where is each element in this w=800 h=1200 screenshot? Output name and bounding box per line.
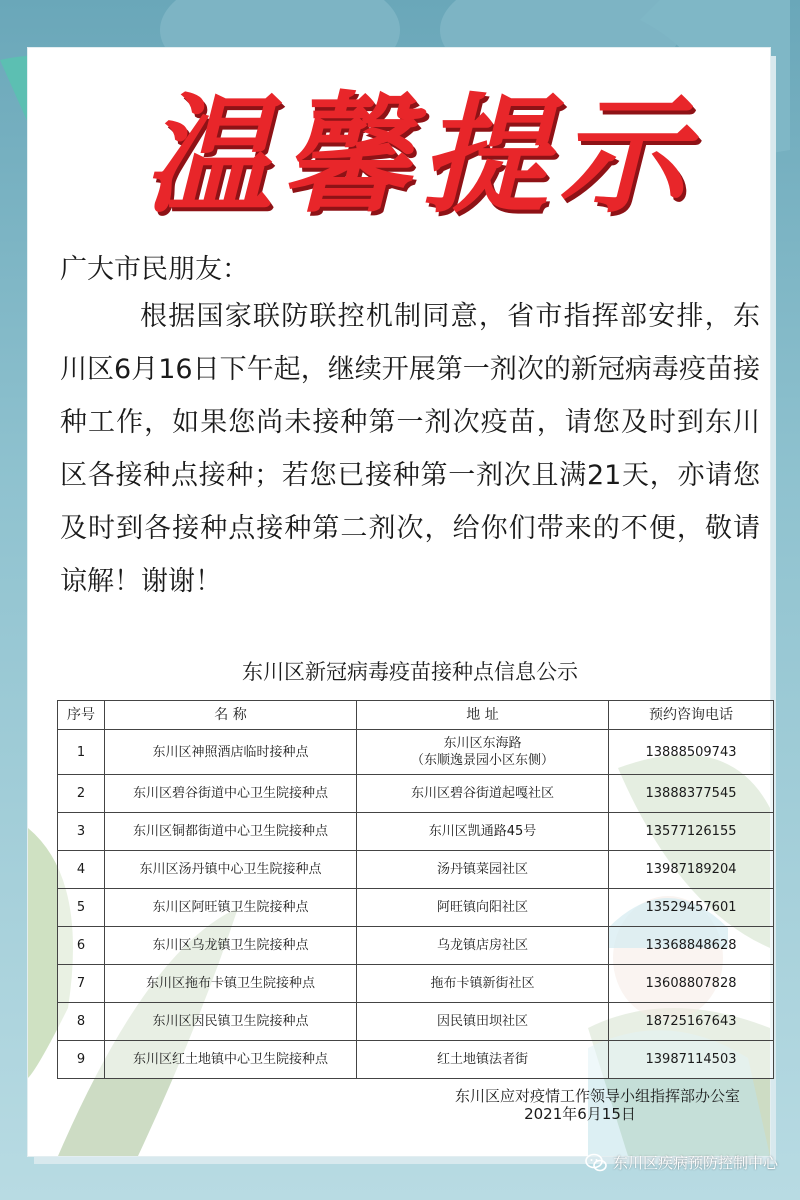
site-name: 东川区铜都街道中心卫生院接种点 (105, 813, 357, 851)
site-address: 拖布卡镇新街社区 (357, 965, 609, 1003)
site-name: 东川区红土地镇中心卫生院接种点 (105, 1041, 357, 1079)
site-phone: 13987114503 (609, 1041, 774, 1079)
table-row (58, 965, 774, 1003)
issuing-office: 东川区应对疫情工作领导小组指挥部办公室 (454, 1087, 740, 1105)
site-name: 东川区汤丹镇中心卫生院接种点 (105, 851, 357, 889)
site-address: 红土地镇法者街 (357, 1041, 609, 1079)
account-name: 东川区疾病预防控制中心 (612, 1154, 778, 1172)
row-number: 1 (58, 730, 105, 775)
header-name: 名 称 (105, 701, 357, 730)
row-number: 5 (58, 889, 105, 927)
site-address: 东川区碧谷街道起嘎社区 (357, 775, 609, 813)
page-title: 温馨提示 (143, 82, 696, 231)
greeting: 广大市民朋友： (60, 254, 249, 285)
table-row (58, 1003, 774, 1041)
account-watermark (585, 1152, 778, 1173)
site-name: 东川区阿旺镇卫生院接种点 (105, 889, 357, 927)
site-phone: 13368848628 (609, 927, 774, 965)
site-name: 东川区神照酒店临时接种点 (105, 730, 357, 775)
row-number: 2 (58, 775, 105, 813)
row-number: 6 (58, 927, 105, 965)
table-row (58, 813, 774, 851)
row-number: 7 (58, 965, 105, 1003)
table-row (58, 730, 774, 775)
table-row (58, 1041, 774, 1079)
site-address (357, 730, 609, 775)
site-phone: 18725167643 (609, 1003, 774, 1041)
site-address: 阿旺镇向阳社区 (357, 889, 609, 927)
row-number: 9 (58, 1041, 105, 1079)
table-header-row (58, 701, 774, 730)
site-phone: 13987189204 (609, 851, 774, 889)
row-number: 3 (58, 813, 105, 851)
table-row (58, 851, 774, 889)
site-phone: 13577126155 (609, 813, 774, 851)
header-phone: 预约咨询电话 (609, 701, 774, 730)
table-row (58, 927, 774, 965)
issue-date: 2021年6月15日 (524, 1105, 636, 1123)
site-address-line: 东川区东海路 (443, 736, 522, 751)
site-phone: 13608807828 (609, 965, 774, 1003)
site-address: 东川区凯通路45号 (357, 813, 609, 851)
row-number: 8 (58, 1003, 105, 1041)
site-address-note: （东顺逸景园小区东侧） (410, 753, 554, 768)
site-address: 乌龙镇店房社区 (357, 927, 609, 965)
table-row (58, 775, 774, 813)
site-phone: 13888509743 (609, 730, 774, 775)
notice-body: 根据国家联防联控机制同意，省市指挥部安排，东川区6月16日下午起，继续开展第一剂次的新冠病毒疫苗接种工作，如果您尚未接种第一剂次疫苗，请您及时到东川区各接种点接种；若您已接种第一剂次且满21天，亦请您及时到各接种点接种第二剂次，给你们带来的不便，敬请谅解！谢谢！ (60, 301, 760, 597)
table-title: 东川区新冠病毒疫苗接种点信息公示 (242, 660, 578, 684)
site-address: 汤丹镇菜园社区 (357, 851, 609, 889)
vaccination-sites-table (57, 700, 774, 1079)
table-row (58, 889, 774, 927)
site-name: 东川区乌龙镇卫生院接种点 (105, 927, 357, 965)
header-number: 序号 (58, 701, 105, 730)
site-name: 东川区碧谷街道中心卫生院接种点 (105, 775, 357, 813)
site-phone: 13888377545 (609, 775, 774, 813)
site-name: 东川区拖布卡镇卫生院接种点 (105, 965, 357, 1003)
site-name: 东川区因民镇卫生院接种点 (105, 1003, 357, 1041)
row-number: 4 (58, 851, 105, 889)
site-phone: 13529457601 (609, 889, 774, 927)
wechat-icon (585, 1153, 607, 1173)
header-address: 地 址 (357, 701, 609, 730)
site-address: 因民镇田坝社区 (357, 1003, 609, 1041)
